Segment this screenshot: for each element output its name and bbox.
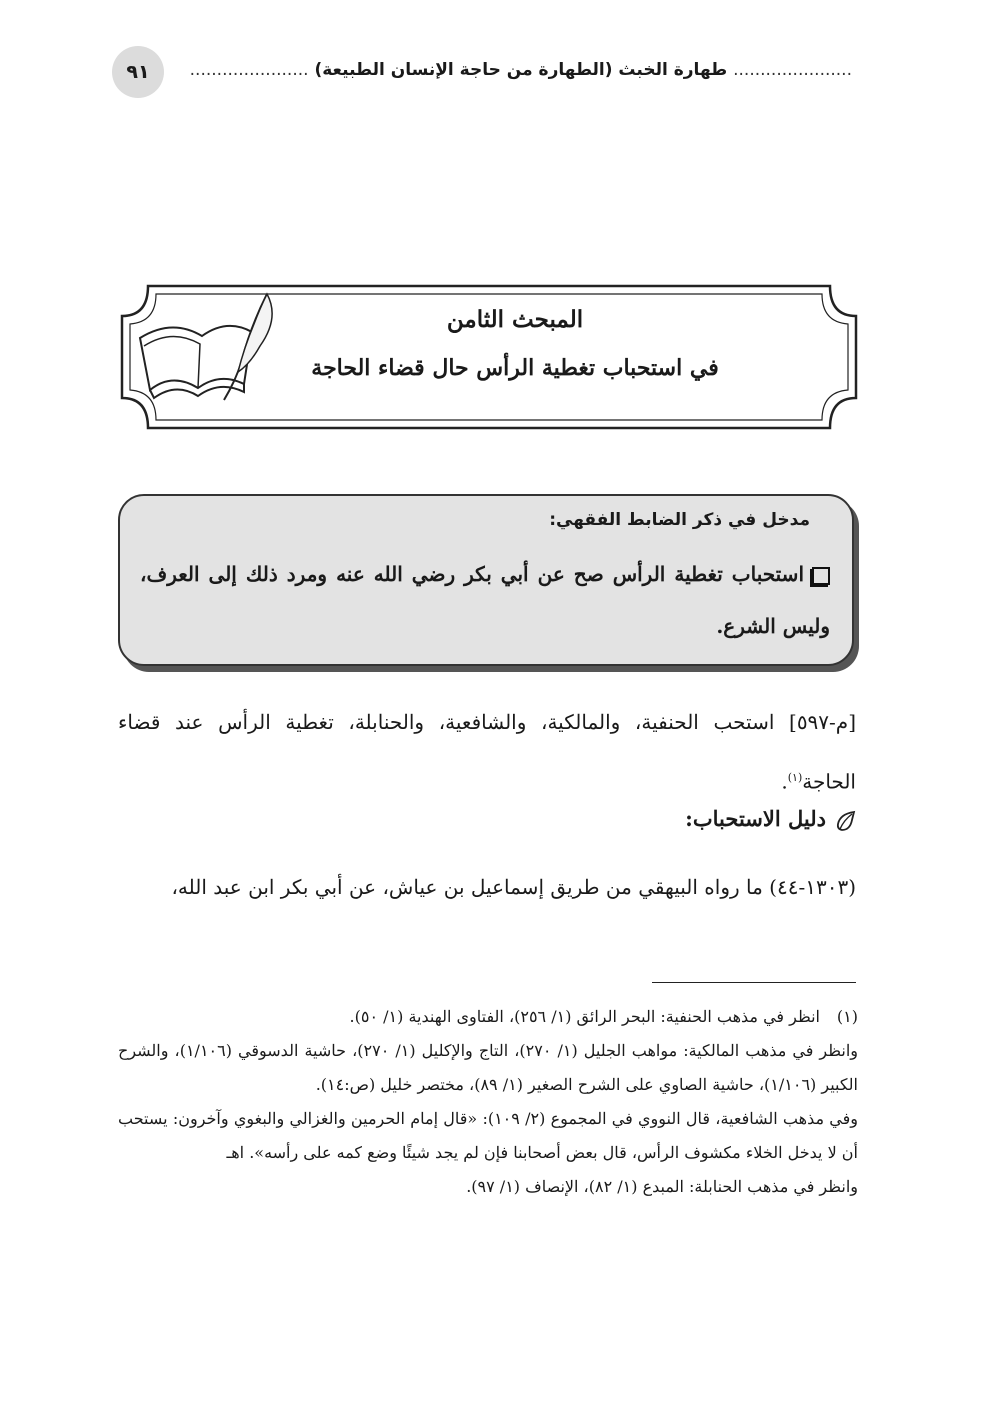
- chapter-subtitle: في استحباب تغطية الرأس حال قضاء الحاجة: [311, 355, 719, 381]
- footnote-line: وفي مذهب الشافعية، قال النووي في المجموع (٢/ ١٠٩): «قال إمام الحرمين والغزالي والبغوي وآخرون: يستحب أن لا يدخل الخلاء مكشوف الرأس، قال بعض أصحابنا فإن لم يجد شيئًا وضع كمه على رأسه». اهـ: [118, 1109, 858, 1162]
- rule-heading: مدخل في ذكر الضابط الفقهي:: [549, 510, 810, 530]
- footnotes: [118, 1000, 858, 1204]
- paragraph-text: [م-٥٩٧] استحب الحنفية، والمالكية، والشافعية، والحنابلة، تغطية الرأس عند قضاء الحاجة: [118, 710, 856, 794]
- page-number: ٩١: [112, 46, 164, 98]
- paragraph-hadith: (١٣٠٣-٤٤) ما رواه البيهقي من طريق إسماعيل بن عياش، عن أبي بكر ابن عبد الله،: [171, 875, 856, 899]
- rule-text: استحباب تغطية الرأس صح عن أبي بكر رضي الله عنه ومرد ذلك إلى العرف، وليس الشرع.: [140, 562, 830, 638]
- book-and-quill-icon: [132, 288, 282, 406]
- rule-text-block: [140, 548, 830, 652]
- chapter-title: المبحث الثامن: [446, 306, 584, 333]
- running-title-text: طهارة الخبث (الطهارة من حاجة الإنسان الطبيعة): [314, 60, 728, 80]
- checkbox-icon: [812, 567, 830, 585]
- rule-box: [118, 494, 854, 666]
- evidence-heading: [118, 806, 856, 832]
- footnote-ref: (١): [787, 771, 803, 784]
- footnote-line: وانظر في مذهب المالكية: مواهب الجليل (١/ ٢٧٠)، التاج والإكليل (١/ ٢٧٠)، حاشية الدسوقي (١/١٠٦)، والشرح الكبير (١/١٠٦)، حاشية الصاوي على الشرح الصغير (١/ ٨٩)، مختصر خليل (ص:١٤).: [118, 1041, 859, 1094]
- paragraph-masala: [م-٥٩٧] استحب الحنفية، والمالكية، والشافعية، والحنابلة، تغطية الرأس عند قضاء الحاجة$^{(١)}$.: [118, 710, 856, 794]
- footnote-line: وانظر في مذهب الحنابلة: المبدع (١/ ٨٢)، الإنصاف (١/ ٩٧).: [466, 1177, 858, 1196]
- running-header: [112, 46, 852, 98]
- footnote-marker: (١): [836, 1007, 858, 1026]
- chapter-heading: [280, 306, 750, 381]
- evidence-heading-text: دليل الاستحباب:: [685, 806, 826, 831]
- footnote-line: (١)انظر في مذهب الحنفية: البحر الرائق (١/ ٢٥٦)، الفتاوى الهندية (١/ ٥٠).: [118, 1000, 858, 1034]
- leaf-bullet-icon: [834, 810, 856, 832]
- footnote-separator: [652, 982, 856, 983]
- running-title: ...................... طهارة الخبث (الطهارة من حاجة الإنسان الطبيعة) ......................: [189, 60, 852, 80]
